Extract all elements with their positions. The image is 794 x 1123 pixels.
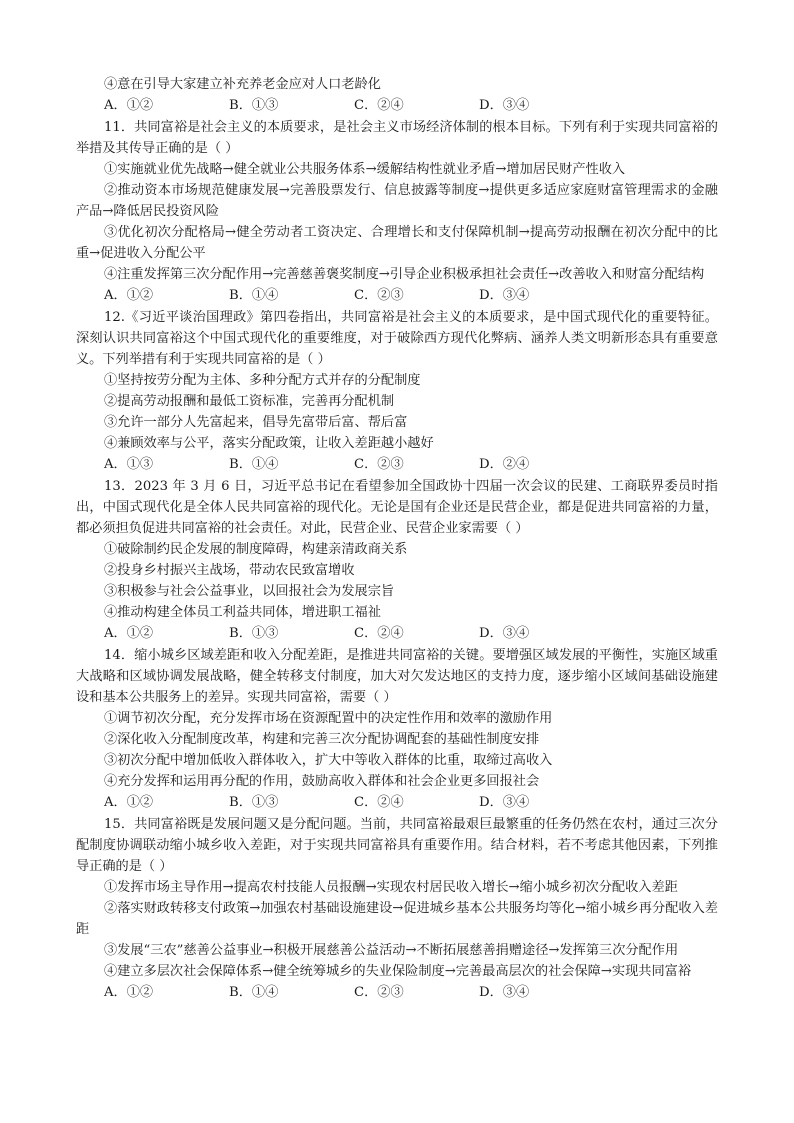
choice-b: B．①④: [229, 457, 279, 472]
choice-b: B．①③: [229, 626, 279, 641]
question-13: [76, 476, 718, 645]
question-stem: 14．缩小城乡区域差距和收入分配差距，是推进共同富裕的关键。要增强区域发展的平衡性，实施区域重大战略和区域协调发展战略，健全转移支付制度，加大对欠发达地区的支持力度，逐步缩小区域间基础设施建设和基本公共服务上的差异。实现共同富裕，需要（ ）: [76, 648, 718, 705]
choice-b: B．①④: [229, 985, 279, 1000]
option-item: ④充分发挥和运用再分配的作用，鼓励高收入群体和社会企业更多回报社会: [104, 774, 540, 789]
choice-d: D．③④: [479, 288, 530, 303]
choice-d: D．③④: [479, 626, 530, 641]
choice-c: C．②③: [354, 985, 404, 1000]
choice-b: B．①④: [229, 288, 279, 303]
answer-choices: [76, 95, 718, 117]
choice-c: C．②④: [354, 626, 404, 641]
option-item: ③积极参与社会公益事业，以回报社会为发展宗旨: [104, 584, 395, 599]
option-item: ④推动构建全体员工利益共同体，增进职工福祉: [104, 605, 381, 620]
question-stem: 13．2023 年 3 月 6 日，习近平总书记在看望参加全国政协十四届一次会议的民建、工商联界委员时指出，中国式现代化是全体人民共同富裕的现代化。无论是国有企业还是民营企业，都是促进共同富裕的力量，都必须担负促进共同富裕的社会责任。对此，民营企业、民营企业家需要（ ）: [76, 479, 718, 536]
option-item: ③初次分配中增加低收入群体收入，扩大中等收入群体的比重，取缔过高收入: [104, 753, 553, 768]
answer-choices: [76, 623, 718, 645]
choice-a: A．①②: [104, 795, 154, 810]
option-item: ①实施就业优先战略→健全就业公共服务体系→缓解结构性就业矛盾→增加居民财产性收入: [104, 162, 626, 177]
choice-c: C．②③: [354, 457, 404, 472]
question-stem: 11．共同富裕是社会主义的本质要求，是社会主义市场经济体制的根本目标。下列有利于实现共同富裕的举措及其传导正确的是（ ）: [76, 120, 718, 156]
option-item: ④兼顾效率与公平，落实分配政策，让收入差距越小越好: [104, 436, 434, 451]
choice-d: D．②④: [479, 457, 530, 472]
option-item: ③允许一部分人先富起来，倡导先富带后富、帮后富: [104, 415, 408, 430]
option-item: ③优化初次分配格局→健全劳动者工资决定、合理增长和支付保障机制→提高劳动报酬在初次分配中的比重→促进收入分配公平: [76, 225, 718, 261]
choice-a: A．①②: [104, 985, 154, 1000]
option-item: ①发挥市场主导作用→提高农村技能人员报酬→实现农村居民收入增长→缩小城乡初次分配收入差距: [104, 880, 678, 895]
choice-c: C．②④: [354, 795, 404, 810]
choice-b: B．①③: [229, 98, 279, 113]
question-11: [76, 117, 718, 307]
choice-c: C．②④: [354, 98, 404, 113]
choice-d: D．③④: [479, 985, 530, 1000]
option-item: ④注重发挥第三次分配作用→完善慈善褒奖制度→引导企业积极承担社会责任→改善收入和财富分配结构: [104, 267, 705, 282]
option-item: ②提高劳动报酬和最低工资标准，完善再分配机制: [104, 394, 395, 409]
option-item: ②投身乡村振兴主战场，带动农民致富增收: [104, 563, 355, 578]
question-15: [76, 814, 718, 1004]
choice-a: A．①②: [104, 626, 154, 641]
exam-page: [76, 74, 718, 1004]
choice-d: D．③④: [479, 98, 530, 113]
choice-b: B．①③: [229, 795, 279, 810]
option-item: ②推动资本市场规范健康发展→完善股票发行、信息披露等制度→提供更多适应家庭财富管理需求的金融产品→降低居民投资风险: [76, 183, 718, 219]
carryover-block: [76, 74, 718, 117]
answer-choices: [76, 982, 718, 1004]
option-item: ②落实财政转移支付政策→加强农村基础设施建设→促进城乡基本公共服务均等化→缩小城乡再分配收入差距: [76, 901, 718, 937]
option-item: ④意在引导大家建立补充养老金应对人口老龄化: [104, 77, 381, 92]
choice-a: A．①②: [104, 98, 154, 113]
question-12: [76, 307, 718, 476]
option-item: ①调节初次分配，充分发挥市场在资源配置中的决定性作用和效率的激励作用: [104, 711, 553, 726]
option-item: ①破除制约民企发展的制度障碍，构建亲清政商关系: [104, 542, 408, 557]
option-item: ③发展“三农”慈善公益事业→积极开展慈善公益活动→不断拓展慈善捐赠途径→发挥第三次分配作用: [104, 943, 679, 958]
answer-choices: [76, 285, 718, 307]
choice-a: A．①③: [104, 457, 154, 472]
option-item: ④建立多层次社会保障体系→健全统筹城乡的失业保险制度→完善最高层次的社会保障→实现共同富裕: [104, 964, 692, 979]
question-14: [76, 645, 718, 814]
option-item: ①坚持按劳分配为主体、多种分配方式并存的分配制度: [104, 373, 421, 388]
option-item: ②深化收入分配制度改革，构建和完善三次分配协调配套的基础性制度安排: [104, 732, 540, 747]
choice-c: C．②③: [354, 288, 404, 303]
choice-d: D．③④: [479, 795, 530, 810]
question-stem: 15．共同富裕既是发展问题又是分配问题。当前，共同富裕最艰巨最繁重的任务仍然在农村，通过三次分配制度协调联动缩小城乡收入差距，对于实现共同富裕具有重要作用。结合材料，若不考虑其他因素，下列推导正确的是（ ）: [76, 817, 718, 874]
choice-a: A．①②: [104, 288, 154, 303]
answer-choices: [76, 454, 718, 476]
answer-choices: [76, 792, 718, 814]
question-stem: 12.《习近平谈治国理政》第四卷指出，共同富裕是社会主义的本质要求，是中国式现代化的重要特征。深刻认识共同富裕这个中国式现代化的重要维度，对于破除西方现代化弊病、涵养人类文明新形态具有重要意义。下列举措有利于实现共同富裕的是（ ）: [76, 310, 718, 367]
